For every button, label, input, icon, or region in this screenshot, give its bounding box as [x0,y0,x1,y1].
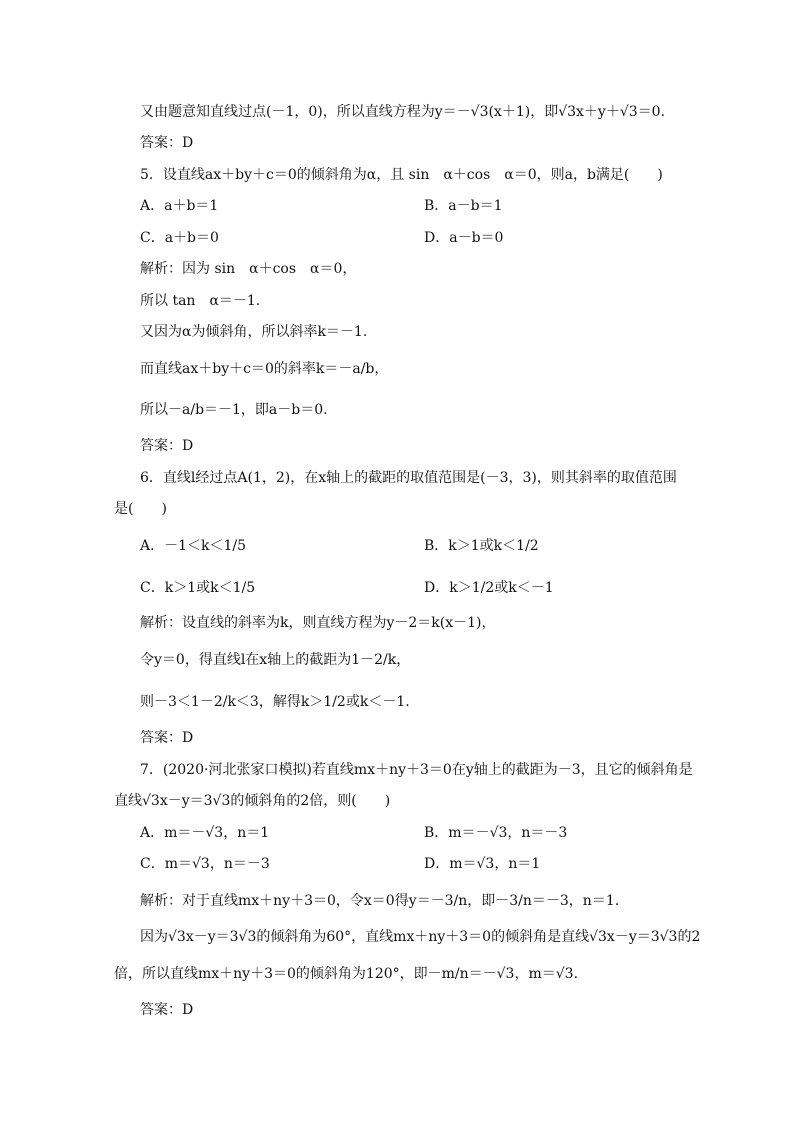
q6-option-b: B．k＞1或k＜1/2 [424,538,539,554]
question-6: 6．直线l经过点A(1，2)，在x轴上的截距的取值范围是(－3，3)，则其斜率的取值范围 [140,470,677,486]
question-7: 7．(2020·河北张家口模拟)若直线mx＋ny＋3＝0在y轴上的截距为－3，且它的倾斜角是 [140,762,693,778]
q7-option-b: B．m＝－√3，n＝－3 [424,825,568,841]
q6-option-d: D．k＞1/2或k＜－1 [424,580,554,596]
q6-option-c: C．k＞1或k＜1/5 [140,580,256,596]
q7-solution-1: 解析：对于直线mx＋ny＋3＝0，令x＝0得y＝－3/n，即－3/n＝－3，n＝1. [140,893,620,909]
line-1: 又由题意知直线过点(－1，0)，所以直线方程为y＝－√3(x＋1)，即√3x＋y＋√3＝0. [140,104,666,120]
q5-option-b: B．a－b＝1 [424,198,503,214]
q5-option-d: D．a－b＝0 [424,230,504,246]
q6-solution-2: 令y＝0，得直线l在x轴上的截距为1－2/k， [140,652,411,668]
answer-5: 答案：D [140,438,194,454]
q6-solution-1: 解析：设直线的斜率为k，则直线方程为y－2＝k(x－1)， [140,615,496,631]
q6-option-a: A．－1＜k＜1/5 [140,538,247,554]
q6-solution-3: 则－3＜1－2/k＜3，解得k＞1/2或k＜－1. [140,694,410,710]
q7-solution-2: 因为√3x－y＝3√3的倾斜角为60°，直线mx＋ny＋3＝0的倾斜角是直线√3x－y＝3√3的2 [140,929,701,945]
q5-solution-5: 所以－a/b＝－1，即a－b＝0. [140,402,328,418]
q5-solution-3: 又因为α为倾斜角，所以斜率k＝－1. [140,324,368,340]
q5-option-a: A．a＋b＝1 [140,198,219,214]
answer-7: 答案：D [140,1002,194,1018]
answer-4: 答案：D [140,135,194,151]
q7-option-c: C．m＝√3，n＝－3 [140,856,270,872]
question-5: 5．设直线ax＋by＋c＝0的倾斜角为α，且 sin α＋cos α＝0，则a，b满足( ) [140,167,663,183]
question-7-cont: 直线√3x－y＝3√3的倾斜角的2倍，则( ) [114,793,391,809]
q7-option-a: A．m＝－√3，n＝1 [140,825,270,841]
answer-6: 答案：D [140,730,194,746]
q7-option-d: D．m＝√3，n＝1 [424,856,541,872]
q7-solution-3: 倍，所以直线mx＋ny＋3＝0的倾斜角为120°，即－m/n＝－√3，m＝√3. [114,966,579,982]
question-6-cont: 是( ) [114,501,167,517]
q5-option-c: C．a＋b＝0 [140,230,219,246]
q5-solution-4: 而直线ax＋by＋c＝0的斜率k＝－a/b， [140,361,389,377]
q5-solution-2: 所以 tan α＝－1. [140,293,261,309]
q5-solution-1: 解析：因为 sin α＋cos α＝0， [140,261,357,277]
